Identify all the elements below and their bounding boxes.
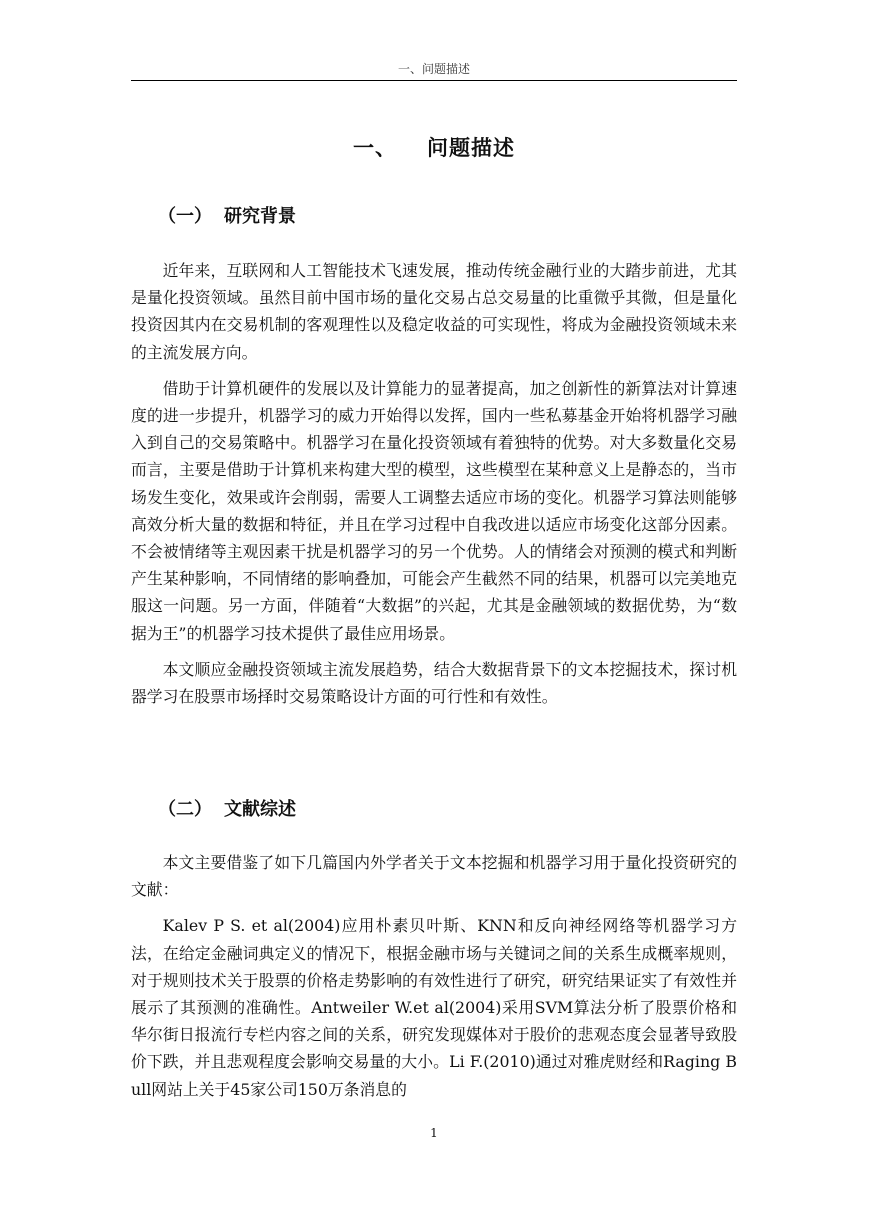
- chapter-number: 一、: [353, 136, 397, 160]
- section-heading-background: [158, 202, 296, 228]
- paragraph: 本文主要借鉴了如下几篇国内外学者关于文本挖掘和机器学习用于量化投资研究的文献：: [131, 853, 737, 900]
- page-number: 1: [430, 1126, 438, 1140]
- section-number: （二）: [158, 799, 212, 820]
- section-number: （一）: [158, 206, 212, 227]
- paragraph: Kalev P S. et al(2004)应用朴素贝叶斯、KNN和反向神经网络等机器学习方法，在给定金融词典定义的情况下，根据金融市场与关键词之间的关系生成概率规则，对于规则技术关于股票的价格走势影响的有效性进行了研究，研究结果证实了有效性并展示了其预测的准确性。Antweiler W.et al(2004)采用SVM算法分析了股票价格和华尔街日报流行专栏内容之间的关系，研究发现媒体对于股价的悲观态度会显著导致股价下跌，并且悲观程度会影响交易量的大小。Li F.(2010)通过对雅虎财经和Raging Bull网站上关于45家公司150万条消息的: [131, 916, 737, 1099]
- header-rule: [131, 80, 737, 81]
- chapter-title-text: 问题描述: [427, 136, 515, 160]
- section-body-background: [131, 257, 737, 719]
- paragraph: 近年来，互联网和人工智能技术飞速发展，推动传统金融行业的大踏步前进，尤其是量化投资领域。虽然目前中国市场的量化交易占总交易量的比重微乎其微，但是量化投资因其内在交易机制的客观理性以及稳定收益的可实现性，将成为金融投资领域未来的主流发展方向。: [131, 261, 737, 362]
- section-body-review: [131, 849, 737, 1112]
- section-heading-review: [158, 795, 296, 821]
- running-header: 一、问题描述: [397, 62, 470, 76]
- chapter-title: [131, 132, 737, 162]
- paragraph: 本文顺应金融投资领域主流发展趋势，结合大数据背景下的文本挖掘技术，探讨机器学习在股票市场择时交易策略设计方面的可行性和有效性。: [131, 659, 737, 707]
- section-title: 文献综述: [224, 799, 296, 820]
- paragraph: 借助于计算机硬件的发展以及计算能力的显著提高，加之创新性的新算法对计算速度的进一步提升，机器学习的威力开始得以发挥，国内一些私募基金开始将机器学习融入到自己的交易策略中。机器学习在量化投资领域有着独特的优势。对大多数量化交易而言，主要是借助于计算机来构建大型的模型，这些模型在某种意义上是静态的，当市场发生变化，效果或许会削弱，需要人工调整去适应市场的变化。机器学习算法则能够高效分析大量的数据和特征，并且在学习过程中自我改进以适应市场变化这部分因素。不会被情绪等主观因素干扰是机器学习的另一个优势。人的情绪会对预测的模式和判断产生某种影响，不同情绪的影响叠加，可能会产生截然不同的结果，机器可以完美地克服这一问题。另一方面，伴随着“大数据”的兴起，尤其是金融领域的数据优势，为“数据为王”的机器学习技术提供了最佳应用场景。: [131, 378, 737, 643]
- section-title: 研究背景: [224, 206, 296, 227]
